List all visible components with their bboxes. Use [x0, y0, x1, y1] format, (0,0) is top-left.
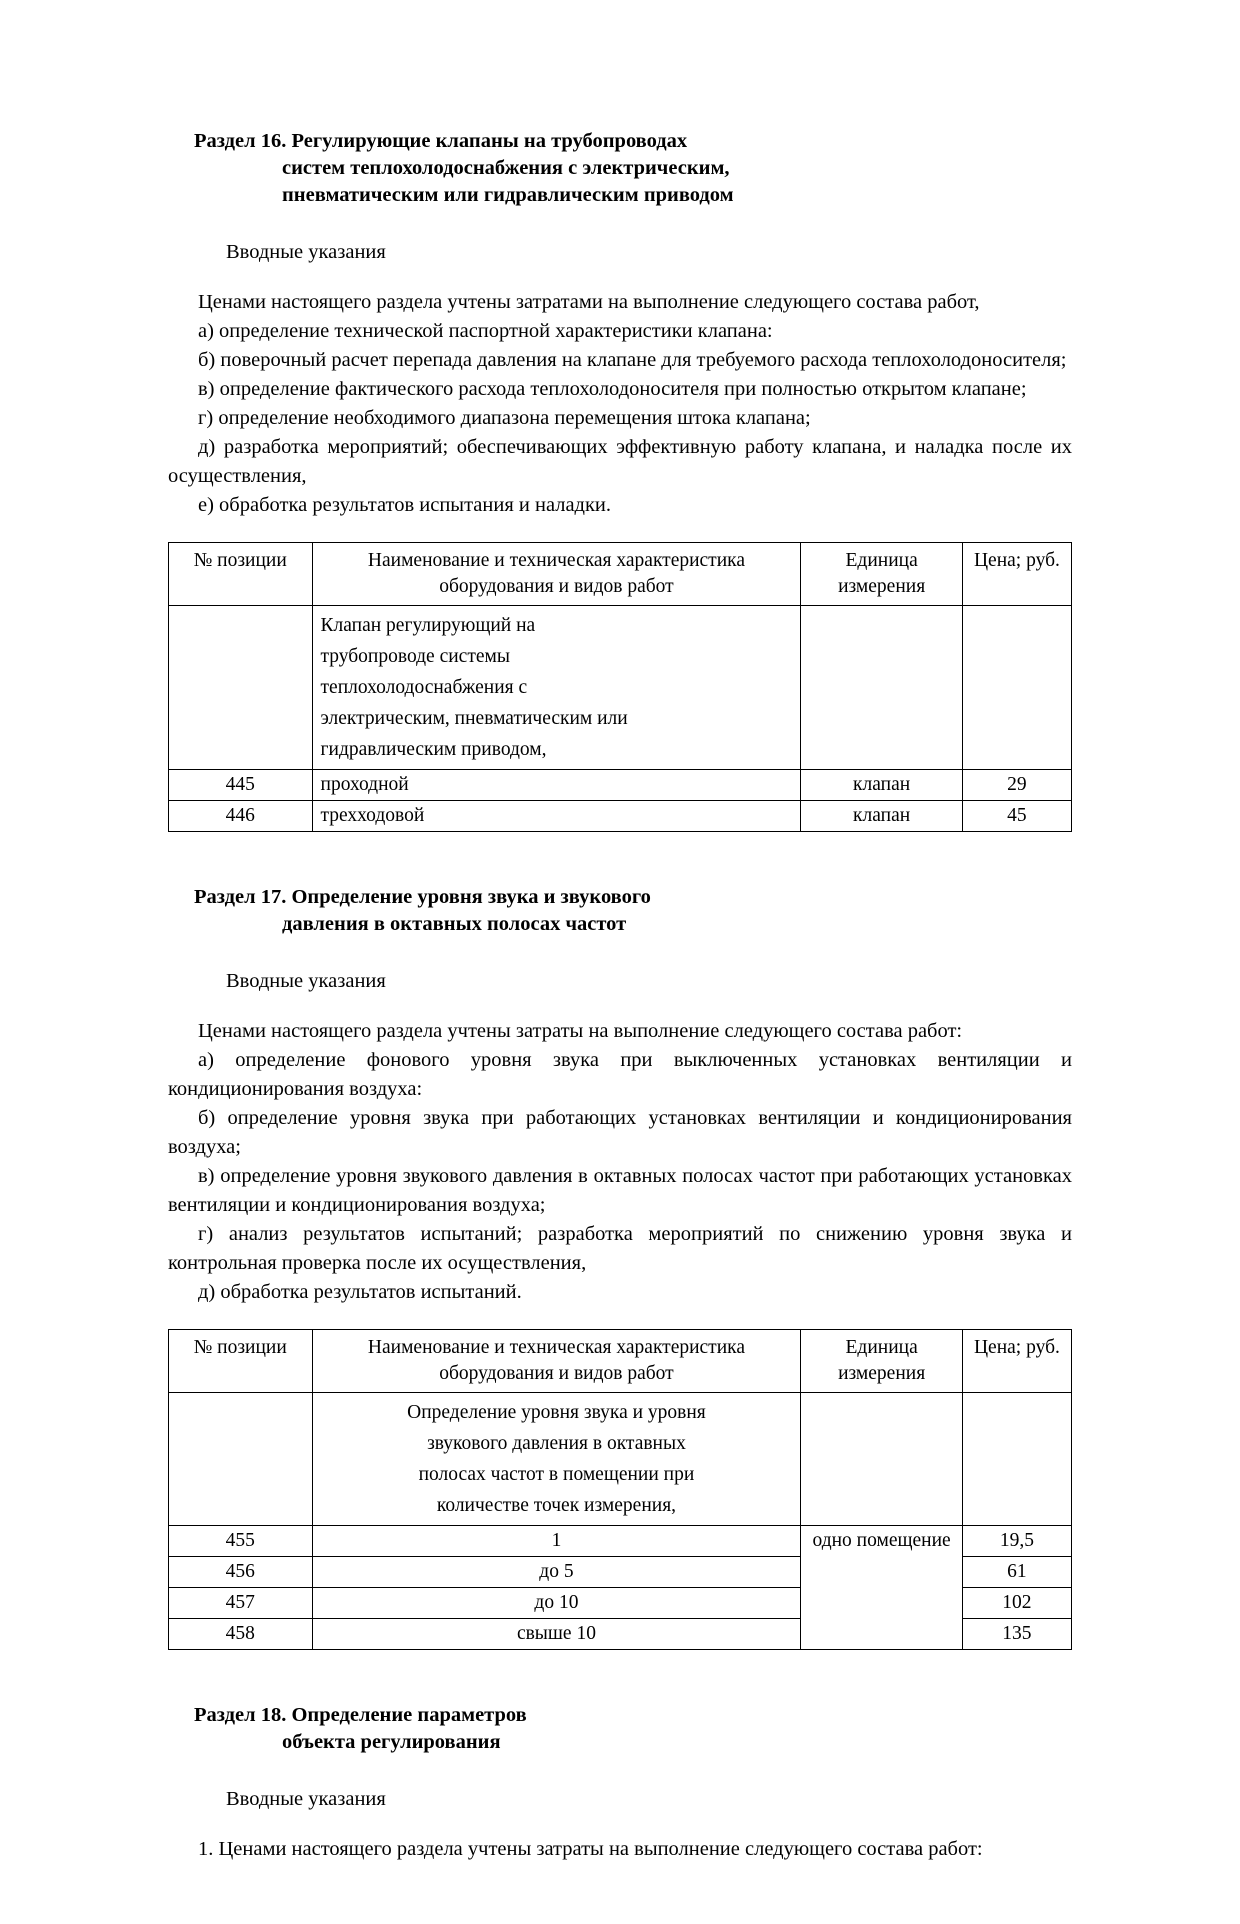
row-name: до 5	[312, 1557, 801, 1588]
description-price-empty	[962, 606, 1071, 770]
row-price: 61	[962, 1557, 1071, 1588]
section-18-para-0: 1. Ценами настоящего раздела учтены затраты на выполнение следующего состава работ:	[198, 1838, 983, 1860]
header-name: Наименование и техническая характеристика оборудования и видов работ	[312, 543, 801, 606]
section-17-price-table	[168, 1329, 1072, 1650]
section-18-heading-line2: объекта регулирования	[282, 1731, 501, 1753]
section-18-subheading: Вводные указания	[226, 1788, 386, 1810]
header-price: Цена; руб.	[962, 543, 1071, 606]
section-17	[168, 884, 1072, 1650]
description-line-0: Клапан регулирующий на	[320, 615, 536, 636]
section-17-para-2: б) определение уровня звука при работающих установках вентиляции и кондиционирования воздуха;	[168, 1107, 1072, 1158]
section-17-para-4: г) анализ результатов испытаний; разработка мероприятий по снижению уровня звука и контрольная проверка после их осуществления,	[168, 1223, 1072, 1274]
row-name: 1	[312, 1526, 801, 1557]
row-unit-span: одно помещение	[801, 1526, 962, 1650]
section-16-heading-line2: систем теплохолодоснабжения с электрическим,	[282, 157, 730, 179]
header-price: Цена; руб.	[962, 1330, 1071, 1393]
section-18-heading	[194, 1702, 1072, 1756]
description-unit-empty	[801, 1393, 962, 1526]
row-position: 445	[169, 770, 313, 801]
section-17-para-0: Ценами настоящего раздела учтены затраты на выполнение следующего состава работ:	[198, 1020, 963, 1042]
row-name: проходной	[312, 770, 801, 801]
section-17-heading	[194, 884, 1072, 938]
table-row	[169, 770, 1072, 801]
table-header-row	[169, 543, 1072, 606]
description-position-empty	[169, 606, 313, 770]
section-18	[168, 1702, 1072, 1864]
section-17-para-5: д) обработка результатов испытаний.	[198, 1281, 522, 1303]
section-16-para-2: б) поверочный расчет перепада давления на клапане для требуемого расхода теплохолодоносителя;	[198, 349, 1067, 371]
row-price: 102	[962, 1588, 1071, 1619]
description-text	[312, 606, 801, 770]
section-16-para-5: д) разработка мероприятий; обеспечивающих эффективную работу клапана, и наладка после их осуществления,	[168, 436, 1072, 487]
description-unit-empty	[801, 606, 962, 770]
header-position: № позиции	[169, 1330, 313, 1393]
section-17-heading-line2: давления в октавных полосах частот	[282, 913, 627, 935]
header-name: Наименование и техническая характеристика оборудования и видов работ	[312, 1330, 801, 1393]
row-price: 135	[962, 1619, 1071, 1650]
row-position: 456	[169, 1557, 313, 1588]
section-16-heading-line3: пневматическим или гидравлическим приводом	[282, 184, 734, 206]
row-name: трехходовой	[312, 801, 801, 832]
header-position: № позиции	[169, 543, 313, 606]
header-unit: Единица измерения	[801, 1330, 962, 1393]
description-line-2: полосах частот в помещении при	[418, 1464, 695, 1485]
row-position: 457	[169, 1588, 313, 1619]
row-name: до 10	[312, 1588, 801, 1619]
section-16-para-3: в) определение фактического расхода теплохолодоносителя при полностью открытом клапане;	[198, 378, 1027, 400]
section-18-heading-line1: Раздел 18. Определение параметров	[194, 1704, 527, 1726]
section-16-heading-line1: Раздел 16. Регулирующие клапаны на трубопроводах	[194, 130, 688, 152]
section-16	[168, 128, 1072, 832]
table-description-row	[169, 1393, 1072, 1526]
description-line-3: электрическим, пневматическим или	[320, 708, 628, 729]
description-line-4: гидравлическим приводом,	[320, 739, 547, 760]
row-position: 455	[169, 1526, 313, 1557]
description-line-0: Определение уровня звука и уровня	[407, 1402, 706, 1423]
row-price: 19,5	[962, 1526, 1071, 1557]
row-name: свыше 10	[312, 1619, 801, 1650]
description-line-3: количестве точек измерения,	[436, 1495, 677, 1516]
table-description-row	[169, 606, 1072, 770]
description-line-1: трубопроводе системы	[320, 646, 510, 667]
header-unit: Единица измерения	[801, 543, 962, 606]
row-position: 446	[169, 801, 313, 832]
section-17-subheading: Вводные указания	[226, 970, 386, 992]
section-16-price-table	[168, 542, 1072, 832]
row-unit: клапан	[801, 801, 962, 832]
row-unit: клапан	[801, 770, 962, 801]
description-price-empty	[962, 1393, 1071, 1526]
section-16-para-4: г) определение необходимого диапазона перемещения штока клапана;	[198, 407, 811, 429]
section-17-para-1: а) определение фонового уровня звука при выключенных установках вентиляции и кондиционирования воздуха:	[168, 1049, 1072, 1100]
description-position-empty	[169, 1393, 313, 1526]
section-17-para-3: в) определение уровня звукового давления в октавных полосах частот при работающих установках вентиляции и кондиционирования воздуха;	[168, 1165, 1072, 1216]
section-16-subheading: Вводные указания	[226, 241, 386, 263]
section-16-para-1: а) определение технической паспортной характеристики клапана:	[198, 320, 773, 342]
section-16-para-0: Ценами настоящего раздела учтены затратами на выполнение следующего состава работ,	[198, 291, 980, 313]
row-price: 45	[962, 801, 1071, 832]
table-row	[169, 1526, 1072, 1557]
section-16-heading	[194, 128, 1072, 209]
description-line-2: теплохолодоснабжения с	[320, 677, 528, 698]
section-17-heading-line1: Раздел 17. Определение уровня звука и звукового	[194, 886, 651, 908]
section-16-para-6: е) обработка результатов испытания и наладки.	[198, 494, 612, 516]
row-price: 29	[962, 770, 1071, 801]
description-line-1: звукового давления в октавных	[427, 1433, 686, 1454]
description-text	[312, 1393, 801, 1526]
table-row	[169, 801, 1072, 832]
table-header-row	[169, 1330, 1072, 1393]
row-position: 458	[169, 1619, 313, 1650]
